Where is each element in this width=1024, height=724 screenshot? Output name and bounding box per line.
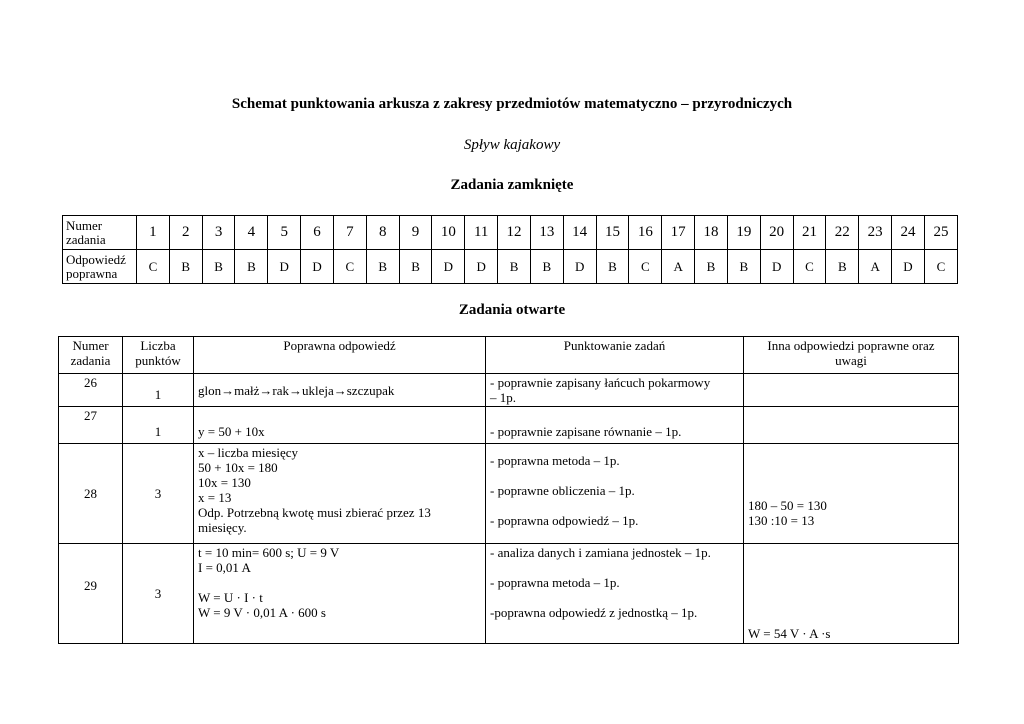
answer-cell: D bbox=[465, 250, 498, 284]
answer-cell bbox=[194, 374, 486, 407]
other-line: W = 54 V · A ·s bbox=[748, 626, 831, 641]
answer-cell: B bbox=[596, 250, 629, 284]
closed-tasks-heading: Zadania zamknięte bbox=[450, 177, 574, 193]
task-number-cell: 16 bbox=[629, 216, 662, 250]
task-number-cell: 7 bbox=[333, 216, 366, 250]
task-number-label-line: Numer bbox=[66, 217, 103, 233]
header-line: uwagi bbox=[835, 353, 867, 368]
answer-line: I = 0,01 A bbox=[198, 560, 251, 575]
answer-line: t = 10 min= 600 s; U = 9 V bbox=[198, 545, 340, 560]
scoring-line: - poprawna odpowiedź – 1p. bbox=[490, 513, 639, 528]
answer-line: Odp. Potrzebną kwotę musi zbierać przez 13 bbox=[198, 505, 431, 520]
task-number-label bbox=[63, 216, 137, 250]
answer-cell bbox=[194, 444, 486, 544]
answer-line: W = 9 V · 0,01 A · 600 s bbox=[198, 605, 326, 620]
answer-line: y = 50 + 10x bbox=[198, 424, 265, 439]
task-number-cell: 13 bbox=[530, 216, 563, 250]
header-line: Numer bbox=[72, 338, 109, 353]
scoring-line: -poprawna odpowiedź z jednostką – 1p. bbox=[490, 605, 698, 620]
answer-cell: C bbox=[793, 250, 826, 284]
header-correct-answer: Poprawna odpowiedź bbox=[194, 337, 486, 374]
correct-answer-label bbox=[63, 250, 137, 284]
points-cell: 3 bbox=[123, 444, 194, 544]
answer-cell: B bbox=[826, 250, 859, 284]
points-cell: 3 bbox=[123, 544, 194, 644]
other-line: 180 – 50 = 130 bbox=[748, 498, 827, 513]
answer-cell: C bbox=[333, 250, 366, 284]
other-line: 130 :10 = 13 bbox=[748, 513, 815, 528]
scoring-line: - poprawna metoda – 1p. bbox=[490, 575, 620, 590]
answer-cell: B bbox=[399, 250, 432, 284]
header-task-number bbox=[59, 337, 123, 374]
task-number-cell: 26 bbox=[59, 374, 123, 407]
task-number-cell: 15 bbox=[596, 216, 629, 250]
answer-cell: B bbox=[202, 250, 235, 284]
task-number-cell: 2 bbox=[169, 216, 202, 250]
answer-cell: D bbox=[563, 250, 596, 284]
answer-cell: D bbox=[268, 250, 301, 284]
answer-cell: B bbox=[498, 250, 531, 284]
task-number-cell: 14 bbox=[563, 216, 596, 250]
table-row bbox=[59, 407, 959, 444]
task-number-row bbox=[63, 216, 958, 250]
answer-cell: D bbox=[432, 250, 465, 284]
answer-line: 10x = 130 bbox=[198, 475, 251, 490]
open-tasks-heading: Zadania otwarte bbox=[458, 302, 566, 318]
answer-cell: C bbox=[137, 250, 170, 284]
task-number-cell: 27 bbox=[59, 407, 123, 444]
task-number-cell: 25 bbox=[924, 216, 957, 250]
task-number-cell: 4 bbox=[235, 216, 268, 250]
document-title: Schemat punktowania arkusza z zakresy przedmiotów matematyczno – przyrodniczych bbox=[231, 96, 793, 112]
task-number-cell: 10 bbox=[432, 216, 465, 250]
table-row bbox=[59, 444, 959, 544]
answer-cell bbox=[194, 407, 486, 444]
scoring-line: - poprawne obliczenia – 1p. bbox=[490, 483, 635, 498]
answer-line: 50 + 10x = 180 bbox=[198, 460, 278, 475]
task-number-cell: 18 bbox=[695, 216, 728, 250]
answer-cell: B bbox=[530, 250, 563, 284]
open-table-header bbox=[59, 337, 959, 374]
answer-cell bbox=[194, 544, 486, 644]
task-number-cell: 3 bbox=[202, 216, 235, 250]
answer-cell: B bbox=[695, 250, 728, 284]
answer-cell: B bbox=[727, 250, 760, 284]
answer-cell: A bbox=[859, 250, 892, 284]
scoring-line: - poprawna metoda – 1p. bbox=[490, 453, 620, 468]
answer-line: x = 13 bbox=[198, 490, 232, 505]
header-other-answers bbox=[744, 337, 959, 374]
answer-cell: D bbox=[760, 250, 793, 284]
header-line: Inna odpowiedzi poprawne oraz bbox=[767, 338, 935, 353]
open-tasks-table bbox=[58, 336, 959, 644]
answer-line: x – liczba miesięcy bbox=[198, 445, 298, 460]
other-cell bbox=[744, 444, 959, 544]
task-number-cell: 28 bbox=[59, 444, 123, 544]
scoring-cell bbox=[486, 444, 744, 544]
task-number-cell: 23 bbox=[859, 216, 892, 250]
header-scoring: Punktowanie zadań bbox=[486, 337, 744, 374]
task-number-cell: 5 bbox=[268, 216, 301, 250]
scoring-cell bbox=[486, 407, 744, 444]
header-points bbox=[123, 337, 194, 374]
task-number-cell: 6 bbox=[301, 216, 334, 250]
scoring-line: - poprawnie zapisany łańcuch pokarmowy bbox=[490, 375, 711, 390]
task-number-cell: 1 bbox=[137, 216, 170, 250]
answer-cell: A bbox=[662, 250, 695, 284]
points-cell: 1 bbox=[123, 374, 194, 407]
other-cell bbox=[744, 407, 959, 444]
task-number-cell: 24 bbox=[892, 216, 925, 250]
header-line: punktów bbox=[135, 353, 181, 368]
answer-line: glon→małż→rak→ukleja→szczupak bbox=[198, 382, 395, 398]
task-number-cell: 19 bbox=[727, 216, 760, 250]
task-number-cell: 20 bbox=[760, 216, 793, 250]
points-cell: 1 bbox=[123, 407, 194, 444]
scoring-line: - analiza danych i zamiana jednostek – 1p. bbox=[490, 545, 711, 560]
scoring-line: - poprawnie zapisane równanie – 1p. bbox=[490, 424, 682, 439]
answer-cell: C bbox=[924, 250, 957, 284]
correct-answer-label-line: poprawna bbox=[66, 265, 118, 281]
other-cell bbox=[744, 544, 959, 644]
task-number-cell: 29 bbox=[59, 544, 123, 644]
task-number-cell: 12 bbox=[498, 216, 531, 250]
document-subtitle: Spływ kajakowy bbox=[463, 137, 561, 153]
task-number-cell: 22 bbox=[826, 216, 859, 250]
header-line: Liczba bbox=[140, 338, 176, 353]
correct-answer-row bbox=[63, 250, 958, 284]
correct-answer-label-line: Odpowiedź bbox=[66, 251, 126, 267]
scoring-line: – 1p. bbox=[490, 390, 516, 405]
answer-cell: D bbox=[301, 250, 334, 284]
task-number-label-line: zadania bbox=[66, 231, 106, 247]
closed-tasks-table bbox=[62, 215, 958, 284]
table-row bbox=[59, 374, 959, 407]
other-cell bbox=[744, 374, 959, 407]
task-number-cell: 9 bbox=[399, 216, 432, 250]
answer-cell: B bbox=[366, 250, 399, 284]
task-number-cell: 21 bbox=[793, 216, 826, 250]
header-line: zadania bbox=[70, 353, 111, 368]
task-number-cell: 17 bbox=[662, 216, 695, 250]
table-row bbox=[59, 544, 959, 644]
task-number-cell: 11 bbox=[465, 216, 498, 250]
answer-cell: C bbox=[629, 250, 662, 284]
task-number-cell: 8 bbox=[366, 216, 399, 250]
answer-line: miesięcy. bbox=[198, 520, 247, 535]
scoring-cell bbox=[486, 374, 744, 407]
scoring-cell bbox=[486, 544, 744, 644]
answer-line: W = U · I · t bbox=[198, 590, 263, 605]
answer-cell: B bbox=[235, 250, 268, 284]
answer-cell: D bbox=[892, 250, 925, 284]
answer-cell: B bbox=[169, 250, 202, 284]
